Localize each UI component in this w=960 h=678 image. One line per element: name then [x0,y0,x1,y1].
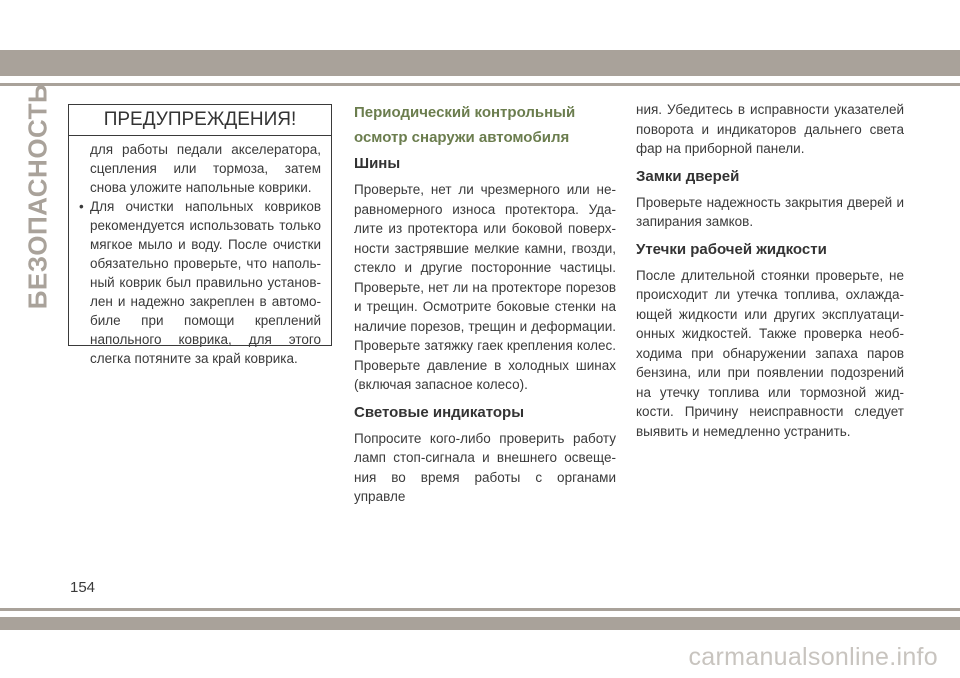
warning-body [69,136,331,368]
top-divider-line [0,83,960,86]
fluid-leaks-heading: Утечки рабочей жидкости [636,240,827,258]
tires-heading: Шины [354,155,401,172]
warning-continued-text: для работы педали акселератора, сцепления или тормоза, затем снова уложите напольные коврики. [90,142,321,195]
fluid-leaks-text: После длительной стоянки проверьте, не происходит ли утечка топлива, охлаждающей жидкости или других эксплуатационных жидкостей. Также проверка необходима при обнаружении запаха паров бензина, или при появлении подозрений на утечку топлива или тормозной жидкости. Причину неисправности следует выявить и немедленно устранить. [636,267,904,439]
page-number: 154 [70,579,96,596]
side-section-tab [22,83,54,309]
warning-bullet-item: • Для очистки напольных ковриков рекомендуется использовать только мягкое мыло и воду. После очистки обязательно проверьте, что напольный коврик был правильно установлен и надежно закреплен в автомобиле при помощи креплений напольного коврика, для этого слегка потяните за край коврика. [79,197,321,368]
lights-text: Попросите кого-либо проверить работу ламп стоп-сигнала и внешнего освещения во время работы с органами управле [354,430,616,504]
tires-text: Проверьте, нет ли чрезмерного или неравномерного износа протектора. Удалите из протектора или боковой поверхности застрявшие мелкие камни, гвозди, стекло и другие посторонние частицы. Проверьте, нет ли на протекторе порезов и трещин. Осмотрите боковые стенки на наличие порезов, трещин и деформации. Проверьте затяжку гаек крепления колес. Проверьте давление в холодных шинах (включая запасное колесо). [354,182,616,392]
right-column [636,100,904,441]
side-section-label: БЕЗОПАСНОСТЬ [22,83,53,309]
warning-box [68,104,332,366]
bottom-decorative-band [0,617,960,630]
bottom-divider-line [0,608,960,611]
door-locks-heading: Замки дверей [636,167,740,185]
door-locks-text: Проверьте надежность закрытия дверей и запирания замков. [636,194,904,229]
top-decorative-band [0,50,960,76]
watermark: carmanualsonline.info [688,643,938,671]
warning-title: ПРЕДУПРЕЖДЕНИЯ! [69,105,331,136]
section-title: Периодический контрольный осмотр снаружи автомобиля [354,104,576,146]
middle-column [354,100,616,507]
lights-heading: Световые индикаторы [354,403,525,421]
lights-continued-text: ния. Убедитесь в исправности указателей поворота и индикаторов дальнего света фар на приборной панели. [636,102,904,156]
